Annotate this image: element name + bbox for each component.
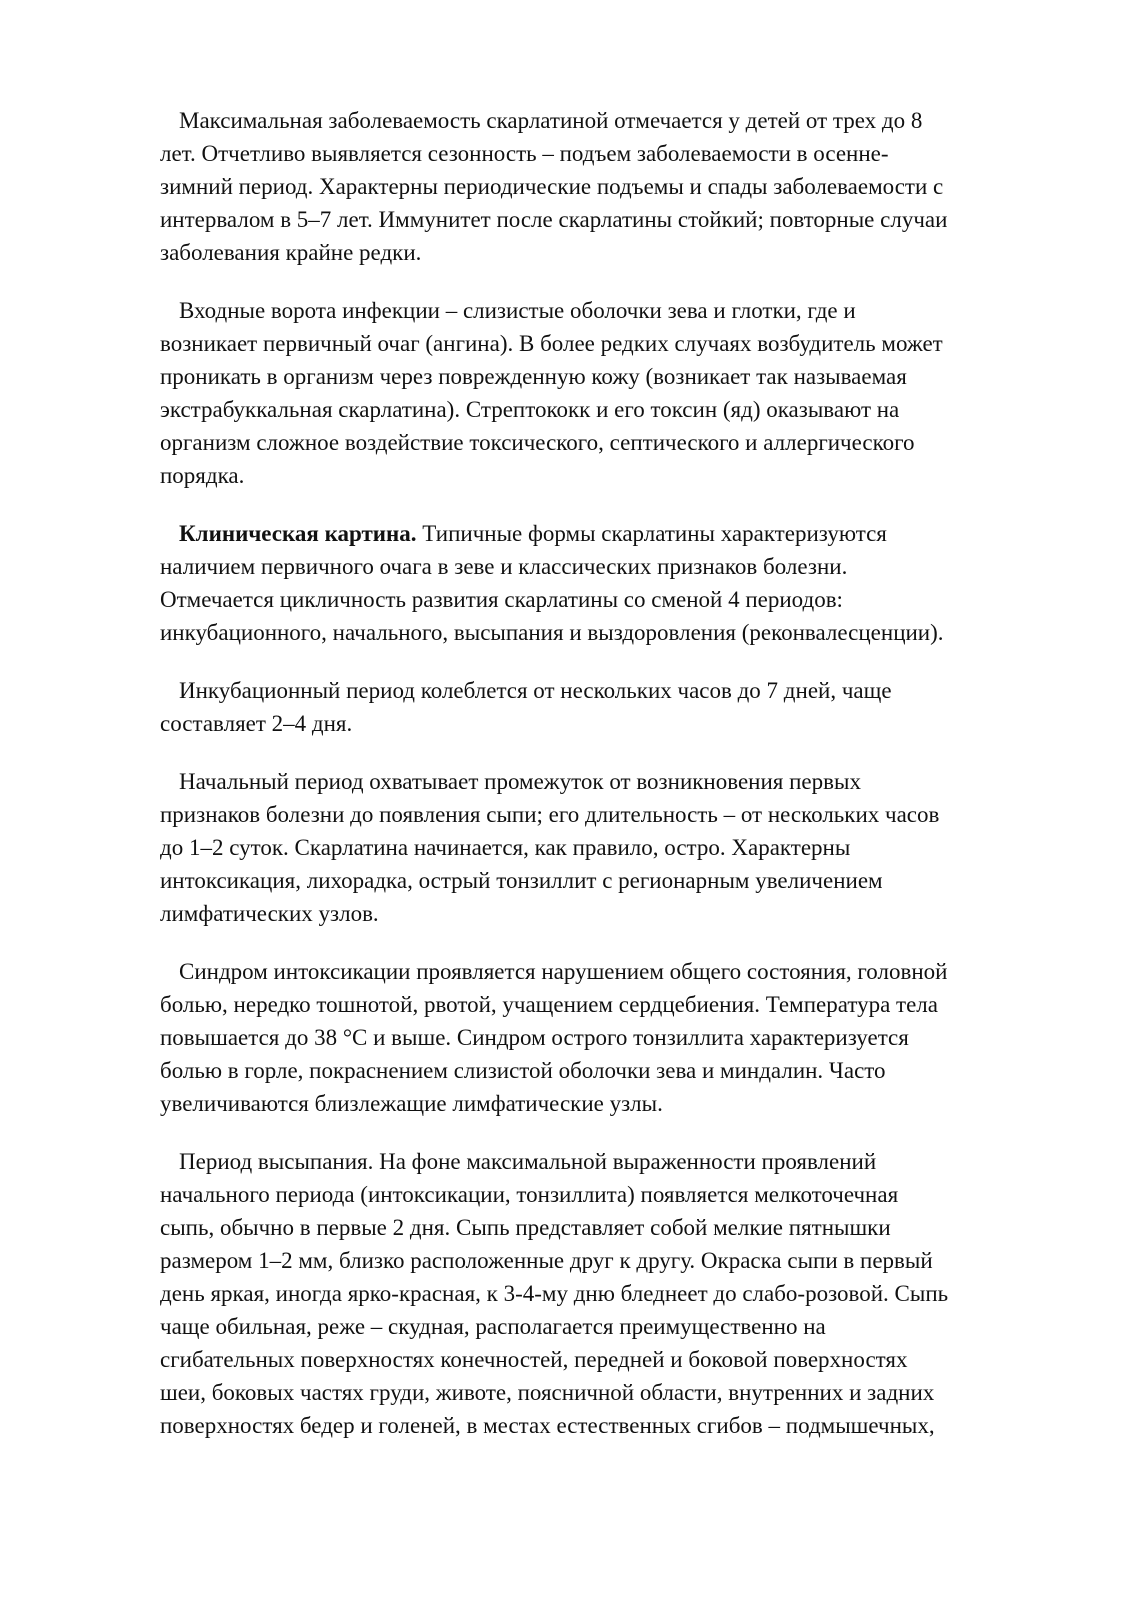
text-line: Синдром интоксикации проявляется нарушением общего состояния, головной xyxy=(179,959,948,984)
text-line: Инкубационный период колеблется от нескольких часов до 7 дней, чаще xyxy=(179,678,892,703)
text-line: Входные ворота инфекции – слизистые оболочки зева и глотки, где и xyxy=(179,298,856,323)
text-line: составляет 2–4 дня. xyxy=(160,711,353,736)
text-line: болью в горле, покраснением слизистой оболочки зева и миндалин. Часто xyxy=(160,1058,886,1083)
text-line: начального периода (интоксикации, тонзиллита) появляется мелкоточечная xyxy=(160,1182,899,1207)
text-line xyxy=(160,517,1040,550)
text-run: Типичные формы скарлатины характеризуются xyxy=(416,521,887,546)
text-line: день яркая, иногда ярко-красная, к 3-4-му дню бледнеет до слабо-розовой. Сыпь xyxy=(160,1281,949,1306)
text-line: сыпь, обычно в первые 2 дня. Сыпь представляет собой мелкие пятнышки xyxy=(160,1215,891,1240)
text-line: интервалом в 5–7 лет. Иммунитет после скарлатины стойкий; повторные случаи xyxy=(160,207,948,232)
document-body xyxy=(160,104,1040,1467)
text-line: инкубационного, начального, высыпания и выздоровления (реконвалесценции). xyxy=(160,620,944,645)
text-line: зимний период. Характерны периодические подъемы и спады заболеваемости с xyxy=(160,174,944,199)
text-line: порядка. xyxy=(160,463,245,488)
paragraph-5 xyxy=(160,765,1040,930)
text-line: чаще обильная, реже – скудная, располагается преимущественно на xyxy=(160,1314,826,1339)
paragraph-7 xyxy=(160,1145,1040,1442)
text-line: до 1–2 суток. Скарлатина начинается, как правило, остро. Характерны xyxy=(160,835,851,860)
text-line: размером 1–2 мм, близко расположенные друг к другу. Окраска сыпи в первый xyxy=(160,1248,933,1273)
text-line: лимфатических узлов. xyxy=(160,901,379,926)
section-lead-heading: Клиническая картина. xyxy=(179,521,417,546)
text-line: заболевания крайне редки. xyxy=(160,240,422,265)
text-line: сгибательных поверхностях конечностей, передней и боковой поверхностях xyxy=(160,1347,908,1372)
text-line: поверхностях бедер и голеней, в местах естественных сгибов – подмышечных, xyxy=(160,1413,935,1438)
text-line: лет. Отчетливо выявляется сезонность – подъем заболеваемости в осенне- xyxy=(160,141,889,166)
paragraph-4 xyxy=(160,674,1040,740)
paragraph-3 xyxy=(160,517,1040,649)
paragraph-1 xyxy=(160,104,1040,269)
paragraph-6 xyxy=(160,955,1040,1120)
paragraph-2 xyxy=(160,294,1040,492)
text-line: Отмечается цикличность развития скарлатины со сменой 4 периодов: xyxy=(160,587,843,612)
text-line: шеи, боковых частях груди, животе, поясничной области, внутренних и задних xyxy=(160,1380,935,1405)
text-line: увеличиваются близлежащие лимфатические узлы. xyxy=(160,1091,663,1116)
text-line: экстрабуккальная скарлатина). Стрептококк и его токсин (яд) оказывают на xyxy=(160,397,900,422)
text-line: интоксикация, лихорадка, острый тонзиллит с регионарным увеличением xyxy=(160,868,883,893)
text-line: болью, нередко тошнотой, рвотой, учащением сердцебиения. Температура тела xyxy=(160,992,938,1017)
text-line: Начальный период охватывает промежуток от возникновения первых xyxy=(179,769,861,794)
text-line: возникает первичный очаг (ангина). В более редких случаях возбудитель может xyxy=(160,331,943,356)
text-line: признаков болезни до появления сыпи; его длительность – от нескольких часов xyxy=(160,802,940,827)
text-line: организм сложное воздействие токсического, септического и аллергического xyxy=(160,430,915,455)
text-line: проникать в организм через поврежденную кожу (возникает так называемая xyxy=(160,364,907,389)
text-line: Период высыпания. На фоне максимальной выраженности проявлений xyxy=(179,1149,877,1174)
text-line: Максимальная заболеваемость скарлатиной отмечается у детей от трех до 8 xyxy=(179,108,923,133)
text-line: наличием первичного очага в зеве и классических признаков болезни. xyxy=(160,554,848,579)
text-line: повышается до 38 °С и выше. Синдром острого тонзиллита характеризуется xyxy=(160,1025,909,1050)
